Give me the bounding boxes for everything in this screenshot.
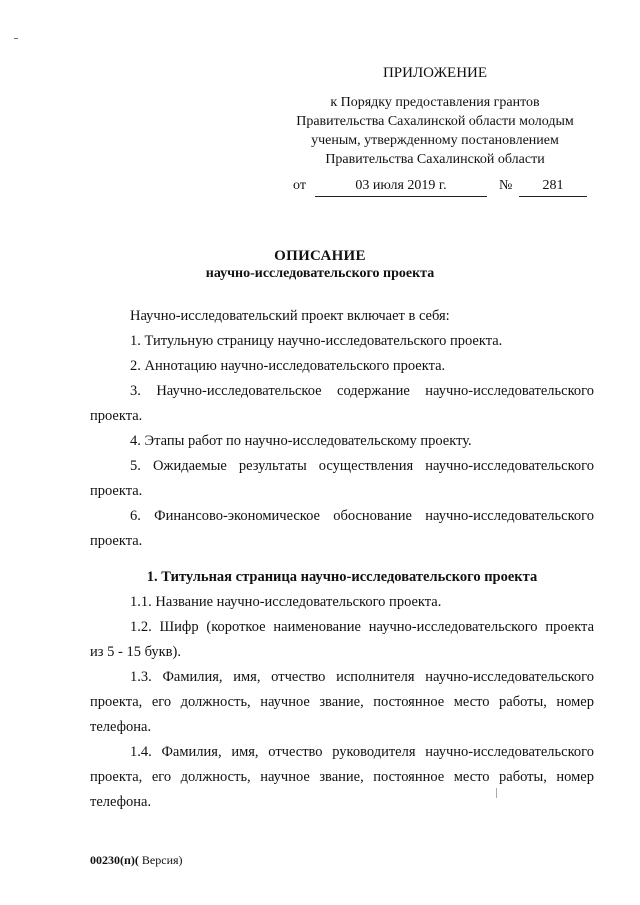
list-item-line: проекта. <box>90 408 143 424</box>
intro-paragraph: Научно-исследовательский проект включает в себя: <box>130 308 450 324</box>
decree-date: 03 июля 2019 г. <box>355 178 447 193</box>
section-item-line: телефона. <box>90 794 152 810</box>
from-label: от <box>293 178 306 193</box>
appendix-line: Правительства Сахалинской области молодым <box>296 114 574 129</box>
scan-mark <box>14 38 18 39</box>
appendix-title: ПРИЛОЖЕНИЕ <box>382 65 488 81</box>
footer-version: Версия) <box>138 853 183 867</box>
list-item-line: 3. Научно-исследовательское содержание научно-исследовательского <box>130 383 594 399</box>
section-item-line: 1.3. Фамилия, имя, отчество исполнителя научно-исследовательского <box>130 669 594 685</box>
list-item: 2. Аннотацию научно-исследовательского проекта. <box>130 358 446 374</box>
section-item <box>90 740 594 815</box>
document-subtitle: научно-исследовательского проекта <box>205 266 435 281</box>
document-title: ОПИСАНИЕ <box>274 248 366 264</box>
list-item <box>90 454 594 504</box>
section-item-line: 1.4. Фамилия, имя, отчество руководителя научно-исследовательского <box>130 744 594 760</box>
list-item: 4. Этапы работ по научно-исследовательскому проекту. <box>130 433 472 449</box>
section-item <box>90 665 594 740</box>
appendix-reference <box>270 93 600 169</box>
section-item: 1.1. Название научно-исследовательского проекта. <box>130 594 442 610</box>
list-item: 1. Титульную страницу научно-исследовательского проекта. <box>130 333 503 349</box>
decree-number: 281 <box>542 178 564 193</box>
section-item-line: 1.2. Шифр (короткое наименование научно-исследовательского проекта <box>130 619 594 635</box>
list-item <box>90 379 594 429</box>
list-item <box>90 504 594 554</box>
appendix-line: к Порядку предоставления грантов <box>330 95 540 110</box>
list-item-line: проекта. <box>90 483 143 499</box>
section-heading: 1. Титульная страница научно-исследовательского проекта <box>146 569 538 585</box>
section-item-line: телефона. <box>90 719 152 735</box>
document-footer <box>90 853 183 868</box>
section-item-line: проекта, его должность, научное звание, постоянное место работы, номер <box>90 694 594 710</box>
list-item-line: проекта. <box>90 533 143 549</box>
appendix-line: ученым, утвержденному постановлением <box>311 133 559 148</box>
date-underline <box>315 196 487 197</box>
list-item-line: 5. Ожидаемые результаты осуществления научно-исследовательского <box>130 458 594 474</box>
section-item-line: из 5 - 15 букв). <box>90 644 181 660</box>
number-label: № <box>499 178 513 193</box>
footer-code: 00230(п)( <box>90 853 139 867</box>
section-item <box>90 615 594 665</box>
appendix-line: Правительства Сахалинской области <box>325 152 545 167</box>
section-item-line: проекта, его должность, научное звание, постоянное место работы, номер <box>90 769 594 785</box>
list-item-line: 6. Финансово-экономическое обоснование научно-исследовательского <box>130 508 594 524</box>
number-underline <box>519 196 587 197</box>
